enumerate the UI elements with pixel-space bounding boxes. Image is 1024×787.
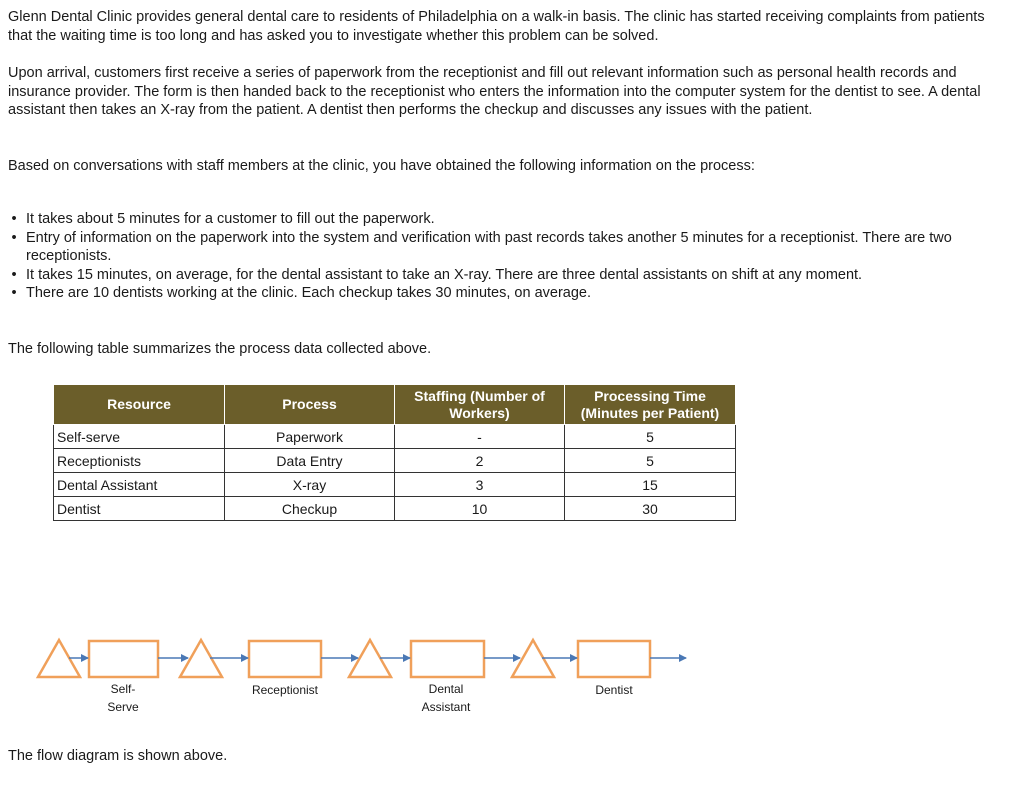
cell-staffing: 2 (395, 449, 565, 473)
cell-resource: Dental Assistant (54, 473, 225, 497)
self-serve-box (89, 641, 158, 677)
cell-staffing: 3 (395, 473, 565, 497)
table-header-row (54, 385, 736, 425)
list-item: • It takes 15 minutes, on average, for the dental assistant to take an X-ray. There are three dental assistants on shift at any moment. (26, 266, 1016, 285)
label-receptionist: Receptionist (251, 683, 319, 697)
list-item: • It takes about 5 minutes for a customer to fill out the paperwork. (26, 210, 1016, 229)
header-processing-time (565, 385, 736, 425)
header-resource: Resource (54, 385, 225, 425)
cell-resource: Dentist (54, 497, 225, 521)
table-row (54, 425, 736, 449)
label-dental-line2: Assistant (421, 700, 471, 714)
cell-staffing: 10 (395, 497, 565, 521)
cell-time: 5 (565, 449, 736, 473)
label-self-serve-line2: Serve (107, 700, 139, 714)
cell-time: 15 (565, 473, 736, 497)
cell-staffing: - (395, 425, 565, 449)
header-time-line2: (Minutes per Patient) (580, 404, 720, 421)
label-self-serve-line1: Self- (110, 682, 136, 696)
cell-time: 30 (565, 497, 736, 521)
table-row (54, 473, 736, 497)
cell-process: Checkup (225, 497, 395, 521)
header-staffing (395, 385, 565, 425)
intro-paragraph: Glenn Dental Clinic provides general dental care to residents of Philadelphia on a walk-in basis. The clinic has started receiving complaints from patients that the waiting time is too long and has asked you to investigate whether this problem can be solved. (8, 9, 985, 44)
list-item: • There are 10 dentists working at the clinic. Each checkup takes 30 minutes, on average. (26, 284, 1016, 303)
dental-assistant-box (411, 641, 484, 677)
header-process: Process (225, 385, 395, 425)
table-row (54, 497, 736, 521)
header-staffing-line2: Workers) (449, 404, 510, 421)
table-intro-paragraph: The following table summarizes the process data collected above. (8, 341, 432, 357)
diagram-caption: The flow diagram is shown above. (8, 748, 228, 764)
conversations-paragraph: Based on conversations with staff members at the clinic, you have obtained the following information on the process: (8, 158, 755, 174)
table-row (54, 449, 736, 473)
process-info-list (8, 210, 1016, 303)
list-item: • Entry of information on the paperwork into the system and verification with past records takes another 5 minutes for a receptionist. There are two receptionists. (26, 229, 1016, 266)
cell-process: X-ray (225, 473, 395, 497)
cell-resource: Receptionists (54, 449, 225, 473)
cell-resource: Self-serve (54, 425, 225, 449)
cell-process: Paperwork (225, 425, 395, 449)
process-flow-diagram (0, 620, 1024, 730)
label-dentist: Dentist (595, 683, 633, 697)
dentist-box (578, 641, 650, 677)
header-staffing-line1: Staffing (Number of (414, 387, 545, 404)
process-description-paragraph: Upon arrival, customers first receive a series of paperwork from the receptionist and fill out relevant information such as personal health records and insurance provider. The form is then handed back to the receptionist who enters the information into the computer system for the dentist to see. A dental assistant then takes an X-ray from the patient. A dentist then performs the checkup and discusses any issues with the patient. (8, 65, 981, 118)
receptionist-box (249, 641, 321, 677)
label-dental-line1: Dental (428, 682, 464, 696)
cell-time: 5 (565, 425, 736, 449)
cell-process: Data Entry (225, 449, 395, 473)
process-data-table (53, 384, 736, 521)
header-time-line1: Processing Time (594, 387, 706, 404)
